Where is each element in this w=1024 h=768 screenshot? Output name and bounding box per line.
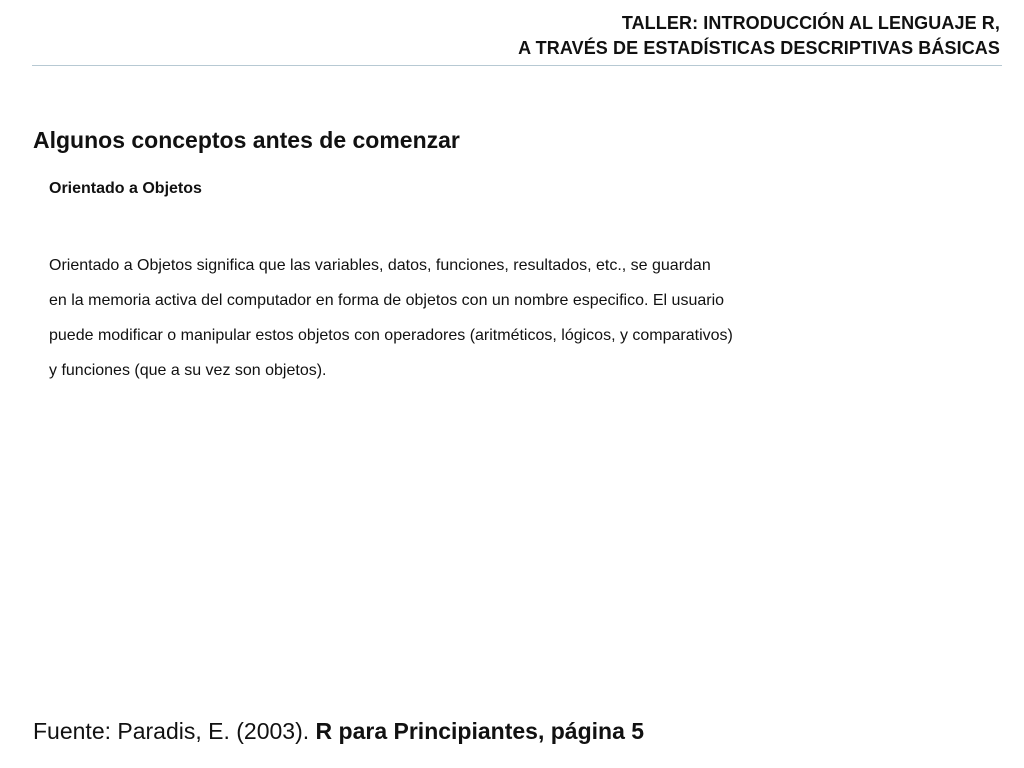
section-title: Algunos conceptos antes de comenzar	[33, 127, 460, 153]
paragraph-line: en la memoria activa del computador en forma de objetos con un nombre especifico. El usuario	[49, 292, 725, 309]
header-line-2: A TRAVÉS DE ESTADÍSTICAS DESCRIPTIVAS BÁSICAS	[518, 38, 1000, 58]
slide-header	[518, 11, 1000, 61]
subheading: Orientado a Objetos	[49, 180, 202, 197]
header-divider	[32, 65, 1002, 66]
source-title: R para Principiantes, página 5	[315, 718, 645, 744]
body-paragraph	[49, 248, 733, 388]
paragraph-line: puede modificar o manipular estos objetos con operadores (aritméticos, lógicos, y comparativos)	[49, 327, 733, 344]
paragraph-line: y funciones (que a su vez son objetos).	[49, 362, 327, 379]
source-citation	[33, 718, 644, 745]
source-prefix: Fuente: Paradis, E. (2003).	[33, 718, 316, 744]
header-line-1: TALLER: INTRODUCCIÓN AL LENGUAJE R,	[621, 13, 1000, 33]
paragraph-line: Orientado a Objetos significa que las variables, datos, funciones, resultados, etc., se guardan	[49, 257, 711, 274]
